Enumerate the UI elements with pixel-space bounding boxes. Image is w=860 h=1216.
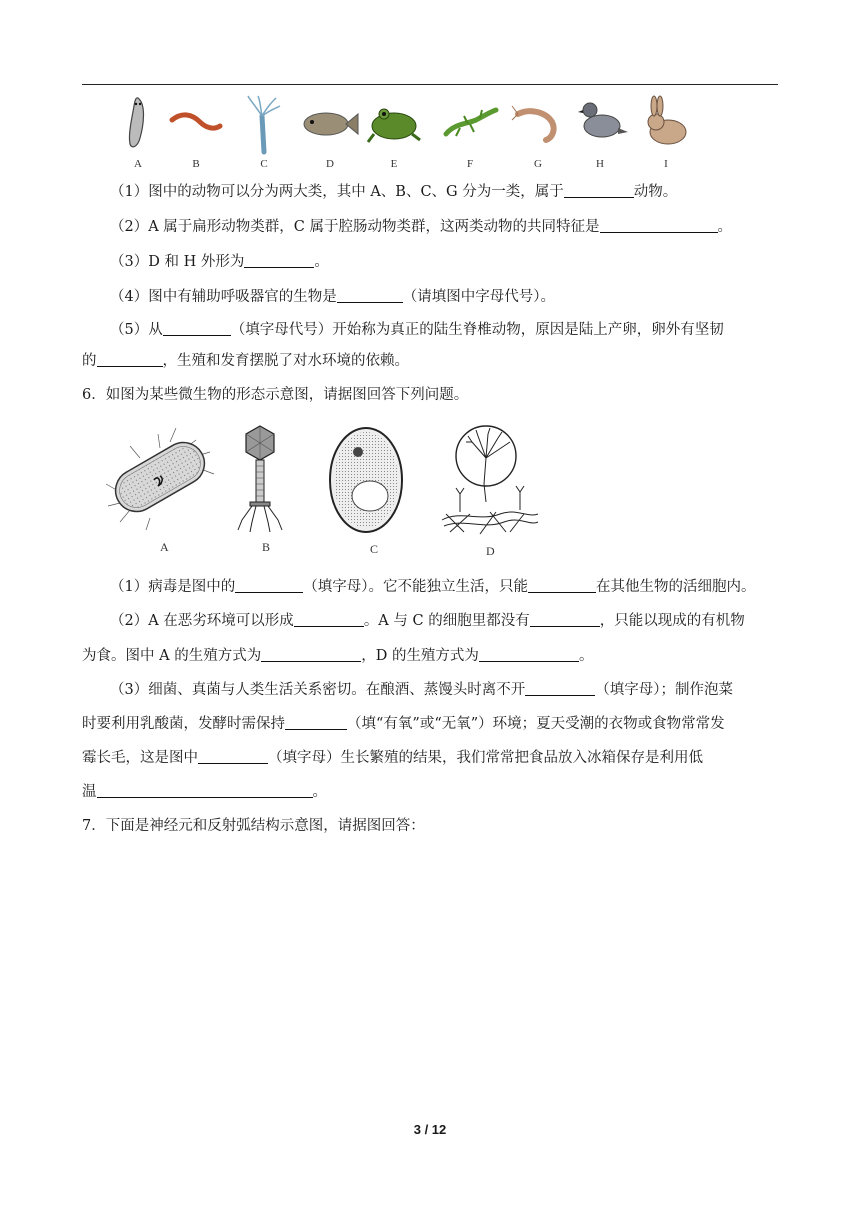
animal-label: E [390,158,398,170]
shrimp-icon [510,94,566,152]
fish-icon [300,94,360,152]
animal-d [300,94,360,170]
animal-label: B [192,158,200,170]
rabbit-icon [638,94,694,152]
q5-part5-line1: （5）从 （填字母代号）开始称为真正的陆生脊椎动物，原因是陆上产卵，卵外有坚韧 [110,322,724,338]
q6-part2-line1: （2）A 在恶劣环境可以形成 。A 与 C 的细胞里都没有 ，只能以现成的有机物 [110,613,745,629]
answer-blank[interactable] [198,749,268,764]
microorganism-figure [100,422,540,562]
micro-b [230,422,290,538]
answer-blank[interactable] [530,612,600,627]
q6-part3-line4: 温 。 [82,784,327,800]
micro-label: A [160,540,169,554]
answer-blank[interactable] [235,578,303,593]
answer-blank[interactable] [525,681,595,696]
q5-part2: （2）A 属于扁形动物类群，C 属于腔肠动物类群，这两类动物的共同特征是 。 [110,219,733,235]
animal-h [570,94,630,170]
mold-icon [440,422,540,540]
earthworm-icon [168,94,224,152]
q6-part3-line1: （3）细菌、真菌与人类生活关系密切。在酿酒、蒸馒头时离不开 （填字母）；制作泡菜 [110,682,733,698]
frog-icon [364,94,424,152]
animal-e [364,94,424,170]
micro-c [326,422,406,540]
animal-label: A [134,158,142,170]
q5-part3: （3）D 和 H 外形为 。 [110,254,329,270]
q5-part1: （1）图中的动物可以分为两大类，其中 A、B、C、G 分为一类，属于 动物。 [110,184,678,200]
answer-blank[interactable] [285,715,347,730]
answer-blank[interactable] [528,578,596,593]
micro-label: D [486,544,495,558]
bacteriophage-icon [230,422,290,534]
answer-blank[interactable] [163,321,231,336]
micro-label: B [262,540,271,554]
q6-title: 6．如图为某些微生物的形态示意图，请据图回答下列问题。 [82,387,469,403]
micro-label: C [370,542,379,556]
answer-blank[interactable] [600,218,718,233]
hydra-icon [244,94,284,156]
q5-part5-line2: 的 ，生殖和发育摆脱了对水环境的依赖。 [82,353,409,369]
answer-blank[interactable] [97,352,163,367]
animal-c [234,94,294,170]
q6-part1: （1）病毒是图中的 （填字母）。它不能独立生活，只能 在其他生物的活细胞内。 [110,579,756,595]
answer-blank[interactable] [294,612,364,627]
yeast-icon [326,422,406,536]
animal-label: H [596,158,604,170]
animal-b [166,94,226,170]
header-rule [82,84,778,85]
animal-a [108,94,168,170]
page-number: 3 / 12 [413,1122,447,1137]
micro-d [440,422,540,544]
q6-part3-line2: 时要利用乳酸菌，发酵时需保持 （填“有氧”或“无氧”）环境；夏天受潮的衣物或食物常常发 [82,716,725,732]
answer-blank[interactable] [479,647,579,662]
animal-label: D [326,158,334,170]
q6-part2-line2: 为食。图中 A 的生殖方式为 ，D 的生殖方式为 。 [82,648,594,664]
answer-blank[interactable] [244,253,314,268]
answer-blank[interactable] [337,288,403,303]
animals-figure [108,94,708,170]
animal-g [508,94,568,170]
planarian-icon [118,94,158,152]
animal-f [440,94,500,170]
animal-label: G [534,158,542,170]
animal-label: F [466,158,474,170]
answer-blank[interactable] [97,783,313,798]
animal-i [636,94,696,170]
pigeon-icon [572,94,628,152]
lizard-icon [440,94,500,152]
micro-a [100,422,220,536]
animal-label: C [260,158,268,170]
answer-blank[interactable] [261,647,361,662]
answer-blank[interactable] [564,183,634,198]
q5-part4: （4）图中有辅助呼吸器官的生物是 （请填图中字母代号）。 [110,289,555,305]
animal-label: I [664,158,668,170]
q7-title: 7．下面是神经元和反射弧结构示意图，请据图回答： [82,818,425,834]
bacterium-icon [100,422,220,532]
q6-part3-line3: 霉长毛，这是图中 （填字母）生长繁殖的结果，我们常常把食品放入冰箱保存是利用低 [82,750,703,766]
